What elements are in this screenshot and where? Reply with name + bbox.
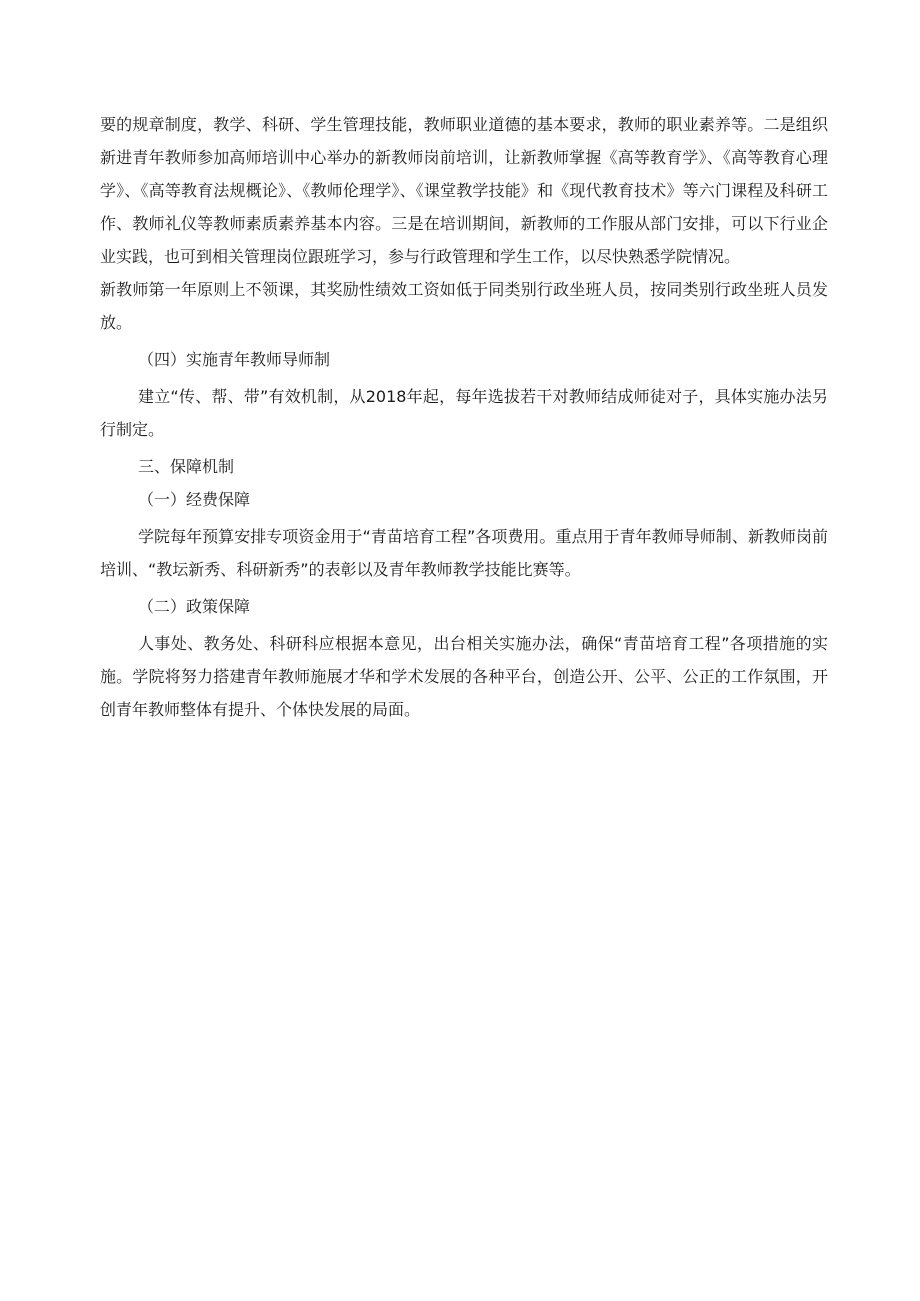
document-body — [100, 108, 828, 726]
paragraph-mentorship: 建立“传、帮、带”有效机制，从2018年起，每年选拔若干对教师结成师徒对子，具体实施办法另行制定。 — [100, 387, 828, 439]
section-heading-policy: （二）政策保障 — [138, 597, 251, 616]
section-heading-guarantee: 三、保障机制 — [138, 457, 235, 476]
paragraph-policy: 人事处、教务处、科研科应根据本意见，出台相关实施办法，确保“青苗培育工程”各项措施的实施。学院将努力搭建青年教师施展才华和学术发展的各种平台，创造公开、公平、公正的工作氛围，开创青年教师整体有提升、个体快发展的局面。 — [100, 634, 828, 719]
section-heading-mentorship: （四）实施青年教师导师制 — [138, 350, 331, 369]
paragraph-training-content: 要的规章制度，教学、科研、学生管理技能，教师职业道德的基本要求，教师的职业素养等。二是组织新进青年教师参加高师培训中心举办的新教师岗前培训，让新教师掌握《高等教育学》、《高等教育心理学》、《高等教育法规概论》、《教师伦理学》、《课堂教学技能》和《现代教育技术》等六门课程及科研工作、教师礼仪等教师素质素养基本内容。三是在培训期间，新教师的工作服从部门安排，可以下行业企业实践，也可到相关管理岗位跟班学习，参与行政管理和学生工作，以尽快熟悉学院情况。 — [100, 115, 828, 266]
paragraph-funding: 学院每年预算安排专项资金用于“青苗培育工程”各项费用。重点用于青年教师导师制、新教师岗前培训、“教坛新秀、科研新秀”的表彰以及青年教师教学技能比赛等。 — [100, 527, 828, 579]
section-heading-funding: （一）经费保障 — [138, 490, 251, 509]
paragraph-first-year-policy: 新教师第一年原则上不领课，其奖励性绩效工资如低于同类别行政坐班人员，按同类别行政坐班人员发放。 — [100, 280, 828, 332]
